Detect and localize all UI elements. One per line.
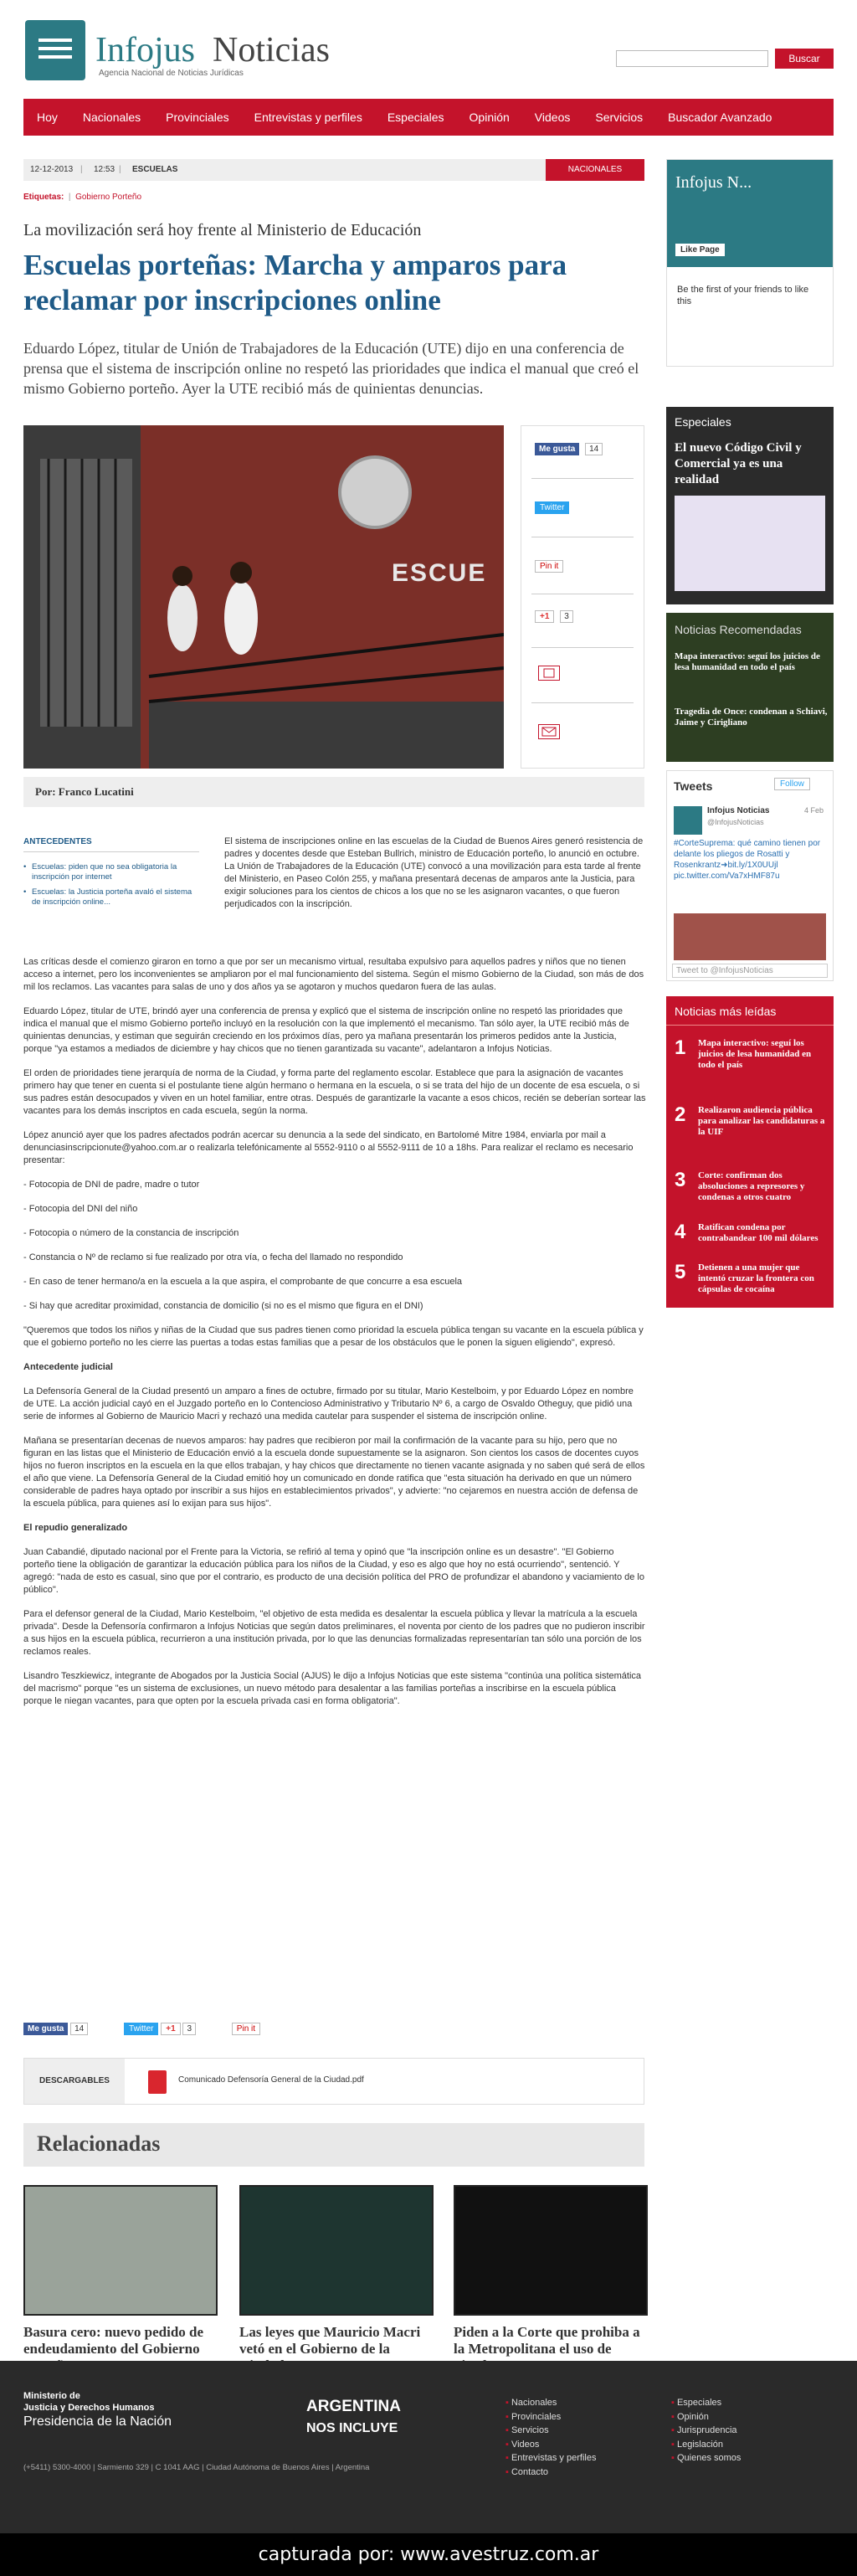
twitter-follow-button[interactable]: Follow xyxy=(774,778,810,790)
related-title[interactable]: Las leyes que Mauricio Macri vetó en el Gobierno de la xyxy=(239,2324,421,2357)
nav-item-videos[interactable]: Videos xyxy=(534,111,571,124)
rank-number: 3 xyxy=(675,1169,686,1191)
fb-like-page-button[interactable]: Like Page xyxy=(675,244,725,256)
body-paragraph: - Constancia o Nº de reclamo si fue realizado por otra vía, o fecha del llamado no respondido xyxy=(23,1252,403,1262)
footer-link[interactable]: ▪ Nacionales xyxy=(505,2396,596,2410)
article-title: Escuelas porteñas: Marcha y amparos para reclamar por inscripciones online xyxy=(23,249,567,316)
etiquetas-label: Etiquetas: xyxy=(23,193,64,202)
especiales-headline[interactable]: El nuevo Código Civil y Comercial ya es una realidad xyxy=(675,441,802,486)
brand-subtitle: Agencia Nacional de Noticias Jurídicas xyxy=(99,69,244,78)
nav-item-nacionales[interactable]: Nacionales xyxy=(82,111,141,124)
article-time: 12:53 xyxy=(94,165,115,174)
share-bar-bottom xyxy=(23,2024,644,2041)
body-paragraph: - Fotocopia de DNI de padre, madre o tutor xyxy=(23,1180,200,1190)
footer-link[interactable]: ▪ Jurisprudencia xyxy=(671,2424,741,2438)
body-paragraph: "Queremos que todos los niños y niñas de la Ciudad que sus padres tienen como prioridad la escuela pública tengan su vacante en la escuela pública y que el gobierno porteño no les cierre las puertas a todas estas familias que a pesar de los obstáculos que le ponen la siguen eligiendo", expresó. xyxy=(23,1325,644,1348)
twitter-share-button[interactable]: Twitter xyxy=(535,501,569,514)
downloads-box xyxy=(23,2058,644,2105)
mas-leidas-widget xyxy=(666,996,834,1308)
share-column xyxy=(521,425,644,769)
download-link[interactable]: Comunicado Defensoría General de la Ciudad.pdf xyxy=(178,2075,364,2085)
main-nav xyxy=(23,99,834,136)
body-paragraph: Las críticas desde el comienzo giraron en torno a que por ser un mecanismo virtual, resultaba expulsivo para aquellos padres y niños que no tienen acceso a internet, pero los inconvenientes se ampliaron por el mal funcionamiento del sistema. Según el mismo Gobierno de la Ciudad, son más de dos mil los reclamos. Las vacantes para salas de uno y dos años ya se agotaron y muchos quedaron fuera de las aulas. xyxy=(23,957,644,992)
downloads-label: DESCARGABLES xyxy=(24,2059,125,2104)
mas-leida-link[interactable]: Corte: confirman dos absoluciones a represores y condenas a otros cuatro xyxy=(698,1170,805,1202)
footer-link[interactable]: ▪ Especiales xyxy=(671,2396,741,2410)
footer-ministry-2: Justicia y Derechos Humanos xyxy=(23,2403,155,2413)
body-paragraph: La Defensoría General de la Ciudad presentó un amparo a fines de octubre, firmado por su titular, Mario Kestelboim, y por Eduardo López en nombre de UTE. La acción judicial cayó en el Juzgado porteño en lo Contencioso Administrativo y Tributario Nº 6, a cargo de Osvaldo Otheguy, que pidió una serie de informes al Gobierno de Mauricio Macri y rechazó una medida cautelar para suspender el sistema de inscripción online. xyxy=(23,1386,634,1422)
article-photo xyxy=(23,425,504,769)
email-icon[interactable] xyxy=(538,724,560,739)
nav-item-buscador[interactable]: Buscador Avanzado xyxy=(668,111,772,124)
antecedente-link[interactable]: • Escuelas: piden que no sea obligatoria la inscripción por internet xyxy=(23,862,199,882)
tweets-title: Tweets xyxy=(674,779,713,793)
especiales-widget xyxy=(666,407,834,604)
footer-link[interactable]: ▪ Provinciales xyxy=(505,2410,596,2424)
twitter-share-button[interactable]: Twitter xyxy=(124,2023,158,2035)
related-image[interactable] xyxy=(454,2185,648,2316)
body-paragraph: - En caso de tener hermano/a en la escuela a la que aspira, el comprobante de que concurre a esa escuela xyxy=(23,1277,463,1287)
category-badge[interactable]: NACIONALES xyxy=(546,159,644,181)
fb-like-count: 14 xyxy=(70,2023,88,2035)
tweet-to-input[interactable]: Tweet to @InfojusNoticias xyxy=(672,964,828,978)
rank-number: 1 xyxy=(675,1036,686,1059)
search-button[interactable]: Buscar xyxy=(775,49,834,69)
school-entrance-photo xyxy=(23,425,504,769)
search-input[interactable] xyxy=(616,50,768,67)
fb-like-count: 14 xyxy=(585,443,603,455)
nav-item-provinciales[interactable]: Provinciales xyxy=(166,111,229,124)
pinit-button[interactable]: Pin it xyxy=(535,560,563,573)
tweet-text[interactable]: #CorteSuprema: qué camino tienen por delante los pliegos de Rosatti y Rosenkrantz➜bit.ly/1X0UUjl pic.twitter.com/Va7xHMF87u xyxy=(674,839,821,881)
antecedentes-title: ANTECEDENTES xyxy=(23,837,92,846)
print-icon[interactable] xyxy=(538,666,560,681)
relacionadas-header xyxy=(23,2123,644,2167)
gplus-button[interactable]: +1 xyxy=(161,2023,180,2035)
body-paragraph: Para el defensor general de la Ciudad, Mario Kestelboim, "el objetivo de esta medida es desalentar la escuela pública y llevar la matrícula a la escuela privada". Desde la Defensoría confirmaron a Infojus Noticias que según datos preliminares, el noventa por ciento de los padres que no pudieron inscribir a sus hijos en la escuela pública, recurrieron a una institución privada, por lo que las denuncias formalizadas representarían tan sólo una porción de los reclamos reales. xyxy=(23,1609,645,1657)
footer-link[interactable]: ▪ Videos xyxy=(505,2438,596,2452)
footer-ministry-1: Ministerio de xyxy=(23,2391,80,2401)
related-article[interactable] xyxy=(454,2185,648,2374)
especiales-image[interactable] xyxy=(675,496,825,591)
tweet-user[interactable]: Infojus Noticias xyxy=(707,806,770,815)
body-paragraph: Lisandro Teszkiewicz, integrante de Abogados por la Justicia Social (AJUS) le dijo a Infojus Noticias que este sistema "continúa una política sistemática del macrismo" porque "es un sistema de exclusiones, un nuevo método para desalentar a las familias porteñas a inscribirse en la escuela pública porque le niegan vacantes, para que opten por la escuela privada casi en forma obligatoria". xyxy=(23,1671,642,1706)
article-body xyxy=(23,956,646,1720)
recomendada-link[interactable]: Tragedia de Once: condenan a Schiavi, Jaime y Cirigliano xyxy=(675,707,828,728)
fb-like-button[interactable]: Me gusta xyxy=(23,2023,68,2035)
article-pretitle: La movilización será hoy frente al Ministerio de Educación xyxy=(23,221,422,239)
footer-link[interactable]: ▪ Entrevistas y perfiles xyxy=(505,2451,596,2465)
article-intro: El sistema de inscripciones online en las escuelas de la Ciudad de Buenos Aires generó resistencia de padres y docentes desde que Esteban Bullrich, ministro de Educación porteño, lo anunció en octubre. La Unión de Trabajadores de la Educación (UTE) convocó a una movilización para esta tarde al frente del Ministerio, en Paseo Colón 255, y mañana presentará decenas de amparos ante la Justicia, para exigir soluciones para los cientos de chicos a los que no se les asignaron vacantes, o que fueron perjudicados con la inscripción. xyxy=(224,836,644,909)
especiales-title: Especiales xyxy=(675,415,731,429)
tweet-avatar[interactable] xyxy=(674,806,702,835)
fb-first-friends: Be the first of your friends to like this xyxy=(677,285,809,306)
fb-like-button[interactable]: Me gusta xyxy=(535,443,579,455)
mas-leida-link[interactable]: Detienen a una mujer que intentó cruzar la frontera con cápsulas de cocaína xyxy=(698,1262,814,1294)
footer-link[interactable]: ▪ Contacto xyxy=(505,2465,596,2480)
footer-argentina: ARGENTINA xyxy=(306,2398,401,2415)
recomendadas-title: Noticias Recomendadas xyxy=(675,623,802,636)
antecedentes-box xyxy=(23,837,199,913)
tweet-image[interactable] xyxy=(674,913,826,960)
author-bar xyxy=(23,777,644,807)
pinit-button[interactable]: Pin it xyxy=(232,2023,260,2035)
capture-watermark: capturada por: www.avestruz.com.ar xyxy=(0,2533,857,2576)
subheading-repudio: El repudio generalizado xyxy=(23,1523,128,1533)
rank-number: 5 xyxy=(675,1261,686,1283)
pdf-icon[interactable] xyxy=(148,2070,167,2094)
article-author: Por: Franco Lucatini xyxy=(35,785,134,798)
facebook-widget xyxy=(666,159,834,367)
body-paragraph: - Si hay que acreditar proximidad, constancia de domicilio (si no es el mismo que figura en el DNI) xyxy=(23,1301,423,1311)
subheading-antecedente: Antecedente judicial xyxy=(23,1362,113,1372)
body-paragraph: - Fotocopia del DNI del niño xyxy=(23,1204,138,1214)
nav-item-servicios[interactable]: Servicios xyxy=(595,111,644,124)
article-lead: Eduardo López, titular de Unión de Trabajadores de la Educación (UTE) dijo en una conferencia de prensa que el sistema de inscripción online no respetó las prioridades que indica el manual que creó el mismo Gobierno porteño. Ayer la UTE recibió más de quinientas denuncias. xyxy=(23,340,639,397)
brand-noticias[interactable]: Noticias xyxy=(213,31,330,69)
mas-leidas-title: Noticias más leídas xyxy=(675,1005,777,1018)
related-image[interactable] xyxy=(239,2185,434,2316)
nav-item-opinion[interactable]: Opinión xyxy=(469,111,510,124)
footer-link[interactable]: ▪ Quienes somos xyxy=(671,2451,741,2465)
body-paragraph: López anunció ayer que los padres afectados podrán acercar su denuncia a la sede del sindicato, en Bartolomé Mitre 1984, enviarla por mail a denunciasinscripcionute@yahoo.com.ar o realizarla telefónicamente al 5552-9110 o al 5552-9111 de 10 a 18hs. Para realizar el reclamo es necesario presentar: xyxy=(23,1130,634,1165)
footer-link[interactable]: ▪ Legislación xyxy=(671,2438,741,2452)
photo-sign-text: ESCUE xyxy=(392,559,487,587)
etiqueta-tag[interactable]: Gobierno Porteño xyxy=(75,193,142,202)
gplus-count: 3 xyxy=(560,610,573,623)
article-date: 12-12-2013 xyxy=(30,165,74,174)
footer-link[interactable]: ▪ Servicios xyxy=(505,2424,596,2438)
gplus-count: 3 xyxy=(182,2023,196,2035)
nav-item-especiales[interactable]: Especiales xyxy=(387,111,444,124)
gplus-button[interactable]: +1 xyxy=(535,610,554,623)
rank-number: 2 xyxy=(675,1103,686,1126)
etiquetas: Etiquetas: | Gobierno Porteño xyxy=(23,193,142,202)
footer-presidency: Presidencia de la Nación xyxy=(23,2414,172,2429)
article-meta-bar: 12-12-2013 | 12:53 | ESCUELAS xyxy=(23,159,644,181)
brand-infojus[interactable]: Infojus xyxy=(95,31,195,69)
nav-item-entrevistas[interactable]: Entrevistas y perfiles xyxy=(254,111,362,124)
fb-like-share[interactable] xyxy=(535,445,603,454)
body-paragraph: Mañana se presentarían decenas de nuevos amparos: hay padres que recibieron por mail la confirmación de la vacante para su hijo, pero que no figuran en las listas que el Ministerio de Educación envió a la escuela donde supuestamente se la asignaron. Son cientos los casos de docentes cuyos hijos no fueron inscriptos en la escuela en la que ellos trabajan, y hay chicos que directamente no tienen vacante asignada y no saben qué será de ellos el año que viene. La Defensoría General de la Ciudad emitió hoy un comunicado en donde ratifica que "esta situación ha derivado en que un número considerable de padres haya optado por inscribir a sus hijos en establecimientos privados", y advierte: "no cejaremos en nuestra acción de defensa de la escuela pública, para quienes así lo exijan para sus hijos". xyxy=(23,1436,645,1509)
footer-address: (+5411) 5300-4000 | Sarmiento 329 | C 1041 AAG | Ciudad Autónoma de Buenos Aires | Argentina xyxy=(23,2463,370,2472)
recomendadas-widget xyxy=(666,613,834,762)
footer-link[interactable]: ▪ Opinión xyxy=(671,2410,741,2424)
twitter-widget xyxy=(666,770,834,981)
nav-item-hoy[interactable]: Hoy xyxy=(37,111,58,124)
related-image[interactable] xyxy=(23,2185,218,2316)
rank-number: 4 xyxy=(675,1221,686,1243)
body-paragraph: Juan Cabandié, diputado nacional por el Frente para la Victoria, se refirió al tema y opinó que "la inscripción online es un desastre". "El Gobierno porteño tiene la obligación de garantizar la educación pública para los niños de la Ciudad, y eso es algo que hoy no está ocurriendo", sentenció. Y agregó: "nada de esto es casual, sino que por el contrario, es producto de una decisión política del PRO de profundizar el abandono y vaciamiento de lo público". xyxy=(23,1547,644,1595)
infojus-logo-icon[interactable] xyxy=(25,20,85,80)
footer-nos-incluye: NOS INCLUYE xyxy=(306,2421,398,2435)
footer xyxy=(0,2361,857,2533)
antecedente-link[interactable]: • Escuelas: la Justicia porteña avaló el sistema de inscripción online... xyxy=(23,887,199,908)
related-article[interactable] xyxy=(23,2185,218,2374)
relacionadas-title: Relacionadas xyxy=(37,2131,161,2156)
related-title[interactable]: Basura cero: nuevo pedido de endeudamiento del Gobierno xyxy=(23,2324,204,2357)
mas-leida-link[interactable]: Realizaron audiencia pública para analizar las candidaturas a la UIF xyxy=(698,1105,825,1137)
body-paragraph: El orden de prioridades tiene jerarquía de norma de la Ciudad, y forma parte del reglamento escolar. Establece que para la asignación de vacantes primero hay que tener en cuenta si el postulante tiene algún hermano o hermana en la escuela, o si se trata del hijo de un docente de esa escuela, o si sus padres están desocupados y viven en un hotel familiar, entre otras. Después de garantizarle la vacante a esos chicos, recién se deberían sortear las vacantes para los demás inscriptos en cada escuela, según la norma. xyxy=(23,1068,646,1116)
tweet-date: 4 Feb xyxy=(804,806,824,815)
mas-leida-link[interactable]: Mapa interactivo: seguí los juicios de lesa humanidad en todo el país xyxy=(698,1038,812,1070)
body-paragraph: - Fotocopia o número de la constancia de inscripción xyxy=(23,1228,239,1238)
fb-page-name[interactable]: Infojus N... xyxy=(675,173,752,192)
article-section[interactable]: ESCUELAS xyxy=(132,165,178,174)
mas-leida-link[interactable]: Ratifican condena por contrabandear 100 mil dólares xyxy=(698,1222,819,1243)
recomendada-link[interactable]: Mapa interactivo: seguí los juicios de lesa humanidad en todo el país xyxy=(675,651,820,672)
related-article[interactable] xyxy=(239,2185,434,2374)
tweet-handle[interactable]: @InfojusNoticias xyxy=(707,818,764,826)
body-paragraph: Eduardo López, titular de UTE, brindó ayer una conferencia de prensa y explicó que el sistema de inscripción online no respetó las prioridades que indica el manual que el mismo Gobierno porteño incluyó en la resolución con la que implementó el mecanismo. Tan sólo ayer, la UTE recibió más de quinientas denuncias, y estiman que seguirán creciendo en los próximos días, pero ya mañana presentarán los primeros pedidos ante la Justicia, porque "ya estamos a mediados de diciembre y hay chicos que no tienen garantizada su vacante", adelantaron a Infojus Noticias. xyxy=(23,1006,629,1054)
related-title[interactable]: Piden a la Corte que prohiba a la Metropolitana el uso de xyxy=(454,2324,640,2357)
